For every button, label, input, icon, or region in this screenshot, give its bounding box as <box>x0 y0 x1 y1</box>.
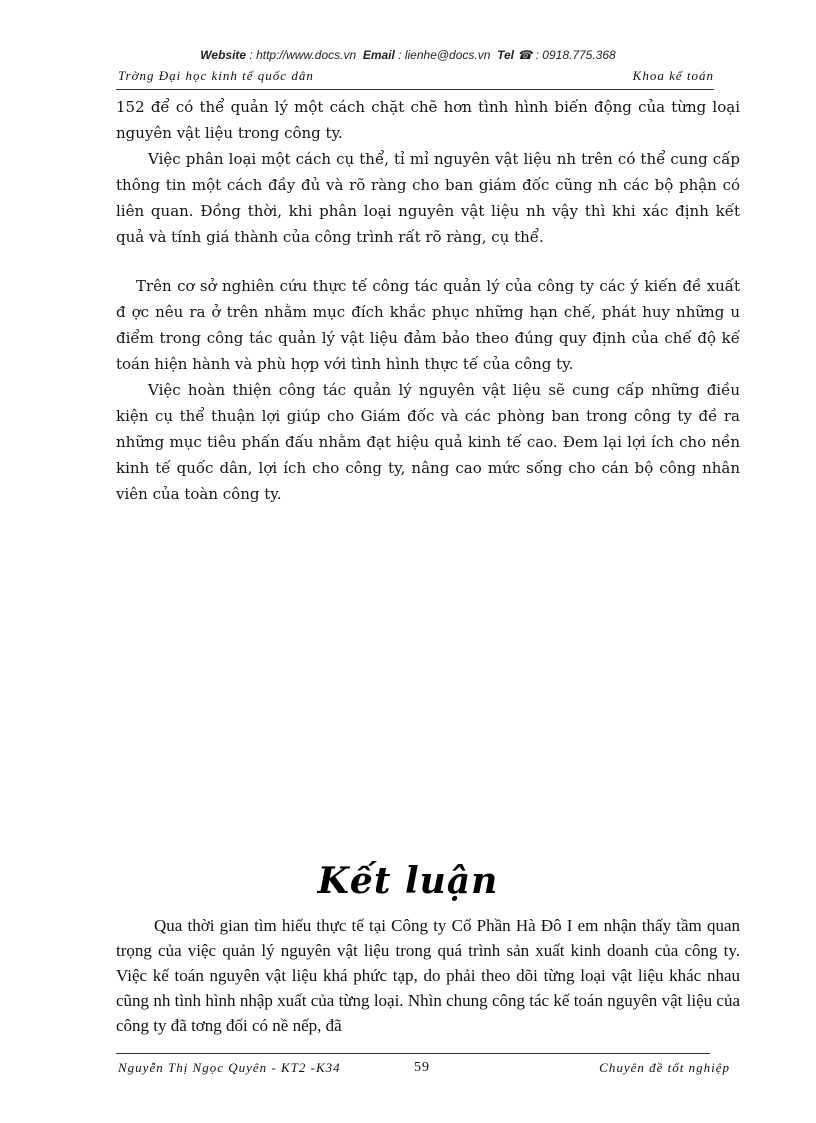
header-school: Trờng Đại học kinh tế quốc dân <box>118 68 314 83</box>
phone-icon: ☎ <box>517 48 533 62</box>
contact-banner <box>0 48 816 62</box>
footer-divider <box>116 1053 710 1054</box>
page-footer <box>116 1060 730 1078</box>
page-header <box>116 68 714 86</box>
paragraph-3: Trên cơ sở nghiên cứu thực tế công tác quản lý của công ty các ý kiến đề xuất đ ợc nêu ra ở trên nhằm mục đích khắc phục những hạn chế, phát huy những u điểm trong công tác quản lý vật liệu đảm bảo theo đúng quy định của chế độ kế toán hiện hành và phù hợp với tình hình thực tế của công ty. <box>116 277 740 373</box>
header-divider <box>116 89 714 90</box>
footer-author: Nguyễn Thị Ngọc Quyên - KT2 -K34 <box>118 1060 341 1075</box>
tel-value: : 0918.775.368 <box>535 48 616 62</box>
footer-doc-title: Chuyên đề tốt nghiệp <box>599 1060 730 1075</box>
conclusion-paragraph: Qua thời gian tìm hiểu thực tế tại Công ty Cổ Phần Hà Đô I em nhận thấy tầm quan trọng của việc quản lý nguyên vật liệu trong quá trình sản xuất kinh doanh của công ty. Việc kế toán nguyên vật liệu khá phức tạp, do phải theo dõi từng loại vật liệu khác nhau cũng nh tình hình nhập xuất của từng loại. Nhìn chung công tác kế toán nguyên vật liệu của công ty đã tơng đối có nề nếp, đã <box>116 916 740 1035</box>
body-section-2 <box>116 273 740 507</box>
tel-label: Tel <box>497 48 514 62</box>
paragraph-4: Việc hoàn thiện công tác quản lý nguyên vật liệu sẽ cung cấp những điều kiện cụ thể thuận lợi giúp cho Giám đốc và các phòng ban trong công ty đề ra những mục tiêu phấn đấu nhằm đạt hiệu quả kinh tế cao. Đem lại lợi ích cho nền kinh tế quốc dân, lợi ích cho công ty, nâng cao mức sống cho cán bộ công nhân viên của toàn công ty. <box>116 381 740 503</box>
conclusion-body <box>116 913 740 1038</box>
website-label: Website <box>200 48 247 62</box>
email-label: Email <box>362 48 395 62</box>
page-number: 59 <box>414 1060 430 1075</box>
paragraph-2: Việc phân loại một cách cụ thể, tỉ mỉ nguyên vật liệu nh trên có thể cung cấp thông tin một cách đầy đủ và rõ ràng cho ban giám đốc cũng nh các bộ phận có liên quan. Đồng thời, khi phân loại nguyên vật liệu nh vậy thì khi xác định kết quả và tính giá thành của công trình rất rõ ràng, cụ thể. <box>116 150 740 246</box>
website-value[interactable]: : http://www.docs.vn <box>249 48 357 62</box>
email-value[interactable]: : lienhe@docs.vn <box>398 48 491 62</box>
conclusion-heading: Kết luận <box>317 860 499 902</box>
paragraph-1: 152 để có thể quản lý một cách chặt chẽ hơn tình hình biến động của từng loại nguyên vật liệu trong công ty. <box>116 98 740 142</box>
header-faculty: Khoa kế toán <box>632 68 714 83</box>
body-section-1 <box>116 94 740 250</box>
